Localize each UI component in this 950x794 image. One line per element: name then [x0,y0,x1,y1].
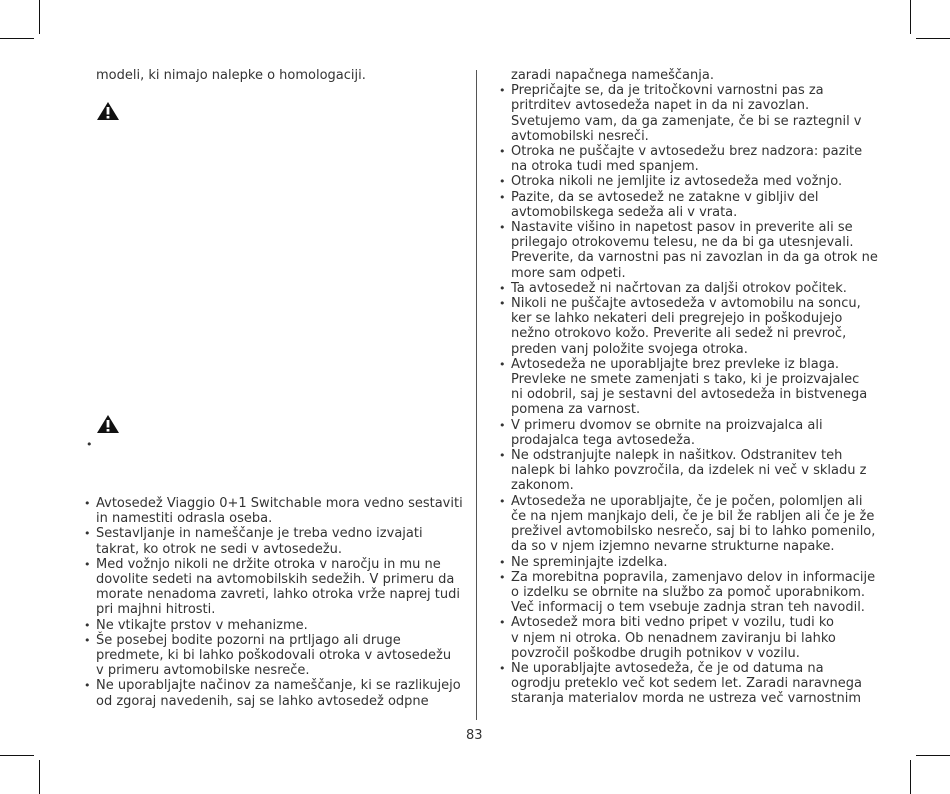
bullet-item [84,678,464,708]
bullet-text-line: avtomobilskega sedeža ali v vrata. [511,204,738,220]
bullet-item [499,220,884,281]
bullet-text-line: • Ne odstranjujte nalepk in našitkov. Odstranitev teh [511,448,843,464]
bullet-text-line: • Avtosedež Viaggio 0+1 Switchable mora vedno sestaviti [96,496,463,511]
bullet-item [84,496,464,526]
bullet-text-line: • Otroka ne puščajte v avtosedežu brez nadzora: pazite [511,144,863,160]
crop-mark [910,0,911,34]
bullet-item [499,281,884,296]
bullet-text-line: pri majhni hitrosti. [96,602,216,618]
bullet-text-line: • Med vožnjo nikoli ne držite otroka v naročju in mu ne [96,556,441,572]
bullet-item [499,494,884,555]
crop-mark [0,38,34,39]
bullet-text-line: od zgoraj navedenih, saj se lahko avtosedež odpne [96,693,429,709]
page-number: 83 [466,728,483,743]
bullet-text-line: zakonom. [511,478,574,494]
bullet-text-line: • Ne uporabljajte načinov za nameščanje, ki se razlikujejo [96,678,461,694]
bullet-text-line: staranja materialov morda ne ustreza več varnostnim [511,691,862,707]
bullet-item [499,615,884,661]
bullet-text-line: takrat, ko otrok ne sedi v avtosedežu. [96,541,343,557]
bullet-text-line: predmete, ki bi lahko poškodovali otroka v avtosedežu [96,648,452,664]
bullet-text-line: dovolite sedeti na avtomobilskih sedežih. V primeru da [96,572,455,588]
bullet-item [499,418,884,448]
bullet-text-line: • Sestavljanje in nameščanje je treba vedno izvajati [96,526,423,542]
bullet-text-line: • Še posebej bodite pozorni na prtljago ali druge [96,632,401,648]
bullet-item [499,144,884,174]
bullet-item [499,296,884,357]
column-divider [476,70,477,720]
bullet-text-line: Svetujemo vam, da ga zamenjate, če bi se raztegnil v [511,113,862,129]
bullet-text-line: • Avtosedež mora biti vedno pripet v vozilu, tudi ko [511,615,834,631]
bullet-text-line: • V primeru dvomov se obrnite na proizvajalca ali [511,417,823,433]
bullet-text-line: • Avtosedeža ne uporabljajte, če je počen, polomljen ali [511,493,863,509]
bullet-text-line: pomena za varnost. [511,402,641,418]
bullet-text-line: ker se lahko nekateri deli pregrejejo in poškodujejo [511,311,843,327]
bullet-text-line: Prevleke ne smete zamenjati s tako, ki je proizvajalec [511,372,860,388]
bullet-text-line: ni odobril, saj je sestavni del avtosedeža in bistvenega [511,387,868,403]
bullet-text-line: avtomobilski nesreči. [511,128,649,144]
bullet-item [499,570,884,616]
bullet-text-line: • Nikoli ne puščajte avtosedeža v avtomobilu na soncu, [511,296,861,312]
bullet-text-line: če na njem manjkajo deli, če je bil že rabljen ali če je že [511,508,875,524]
bullet-text-line: in namestiti odrasla oseba. [96,511,273,527]
bullet-text-line: • Avtosedeža ne uporabljajte brez prevleke iz blaga. [511,356,840,372]
crop-mark [39,0,40,34]
bullet-item [499,555,884,570]
empty-bullet: • [86,438,93,451]
continuation-line: zaradi napačnega nameščanja. [511,68,714,83]
bullet-text-line: • Ne vtikajte prstov v mehanizme. [96,617,308,633]
bullet-text-line: v primeru avtomobilske nesreče. [96,663,310,679]
bullet-text-line: na otroka tudi med spanjem. [511,159,699,175]
bullet-text-line: • Za morebitna popravila, zamenjavo delov in informacije [511,569,876,585]
bullet-item [499,174,884,189]
crop-mark [39,760,40,794]
bullet-item [499,190,884,220]
bullet-text-line: povzročil poškodbe drugih potnikov v vozilu. [511,645,800,661]
bullet-text-line: more sam odpeti. [511,265,626,281]
crop-mark [916,38,950,39]
bullet-text-line: v njem ni otroka. Ob nenadnem zaviranju bi lahko [511,630,836,646]
bullet-text-line: o izdelku se obrnite na službo za pomoč uporabnikom. [511,584,866,600]
left-column [84,68,464,83]
bullet-text-line: ogrodju preteklo več kot sedem let. Zaradi naravnega [511,676,862,692]
bullet-text-line: Preverite, da varnostni pas ni zavozlan in da ga otrok ne [511,250,878,266]
right-column [499,68,884,707]
bullet-text-line: pritrditev avtosedeža napet in da ni zavozlan. [511,98,810,114]
bullet-text-line: • Pazite, da se avtosedež ne zatakne v gibljiv del [511,189,819,205]
bullet-text-line: da so v njem izjemno nevarne strukturne napake. [511,539,835,555]
bullet-text-line: • Ne spreminjajte izdelka. [511,554,668,570]
bullet-item [499,448,884,494]
warning-triangle-icon [96,414,120,434]
bullet-text-line: nežno otrokovo kožo. Preverite ali sedež ni prevroč, [511,326,847,342]
crop-mark [910,760,911,794]
warning-triangle-icon [96,101,120,121]
bullet-item [84,526,464,556]
bullet-item [499,357,884,418]
bullet-item [499,661,884,707]
bullet-item [499,83,884,144]
bullet-text-line: Več informacij o tem vsebuje zadnja stran teh navodil. [511,600,865,616]
crop-mark [0,755,34,756]
bullet-text-line: • Prepričajte se, da je tritočkovni varnostni pas za [511,83,824,99]
bullet-text-line: prodajalca tega avtosedeža. [511,432,696,448]
bullet-text-line: preden vanj položite svojega otroka. [511,341,748,357]
bullet-text-line: preživel avtomobilsko nesrečo, saj bi to lahko pomenilo, [511,524,876,540]
bullet-text-line: prilegajo otrokovemu telesu, ne da bi ga utesnjevali. [511,235,854,251]
bullet-text-line: • Otroka nikoli ne jemljite iz avtosedeža med vožnjo. [511,174,843,190]
bullet-text-line: nalepk bi lahko povzročila, da izdelek ni več v skladu z [511,463,867,479]
bullet-item [84,557,464,618]
left-bullets [84,496,464,709]
crop-mark [916,755,950,756]
bullet-text-line: morate nenadoma zavreti, lahko otroka vrže naprej tudi [96,587,460,603]
bullet-item [84,633,464,679]
bullet-text-line: • Ne uporabljajte avtosedeža, če je od datuma na [511,660,824,676]
bullet-text-line: • Nastavite višino in napetost pasov in preverite ali se [511,220,853,236]
bullet-text-line: • Ta avtosedež ni načrtovan za daljši otrokov počitek. [511,280,847,296]
intro-line: modeli, ki nimajo nalepke o homologaciji. [96,68,366,83]
bullet-item [84,618,464,633]
